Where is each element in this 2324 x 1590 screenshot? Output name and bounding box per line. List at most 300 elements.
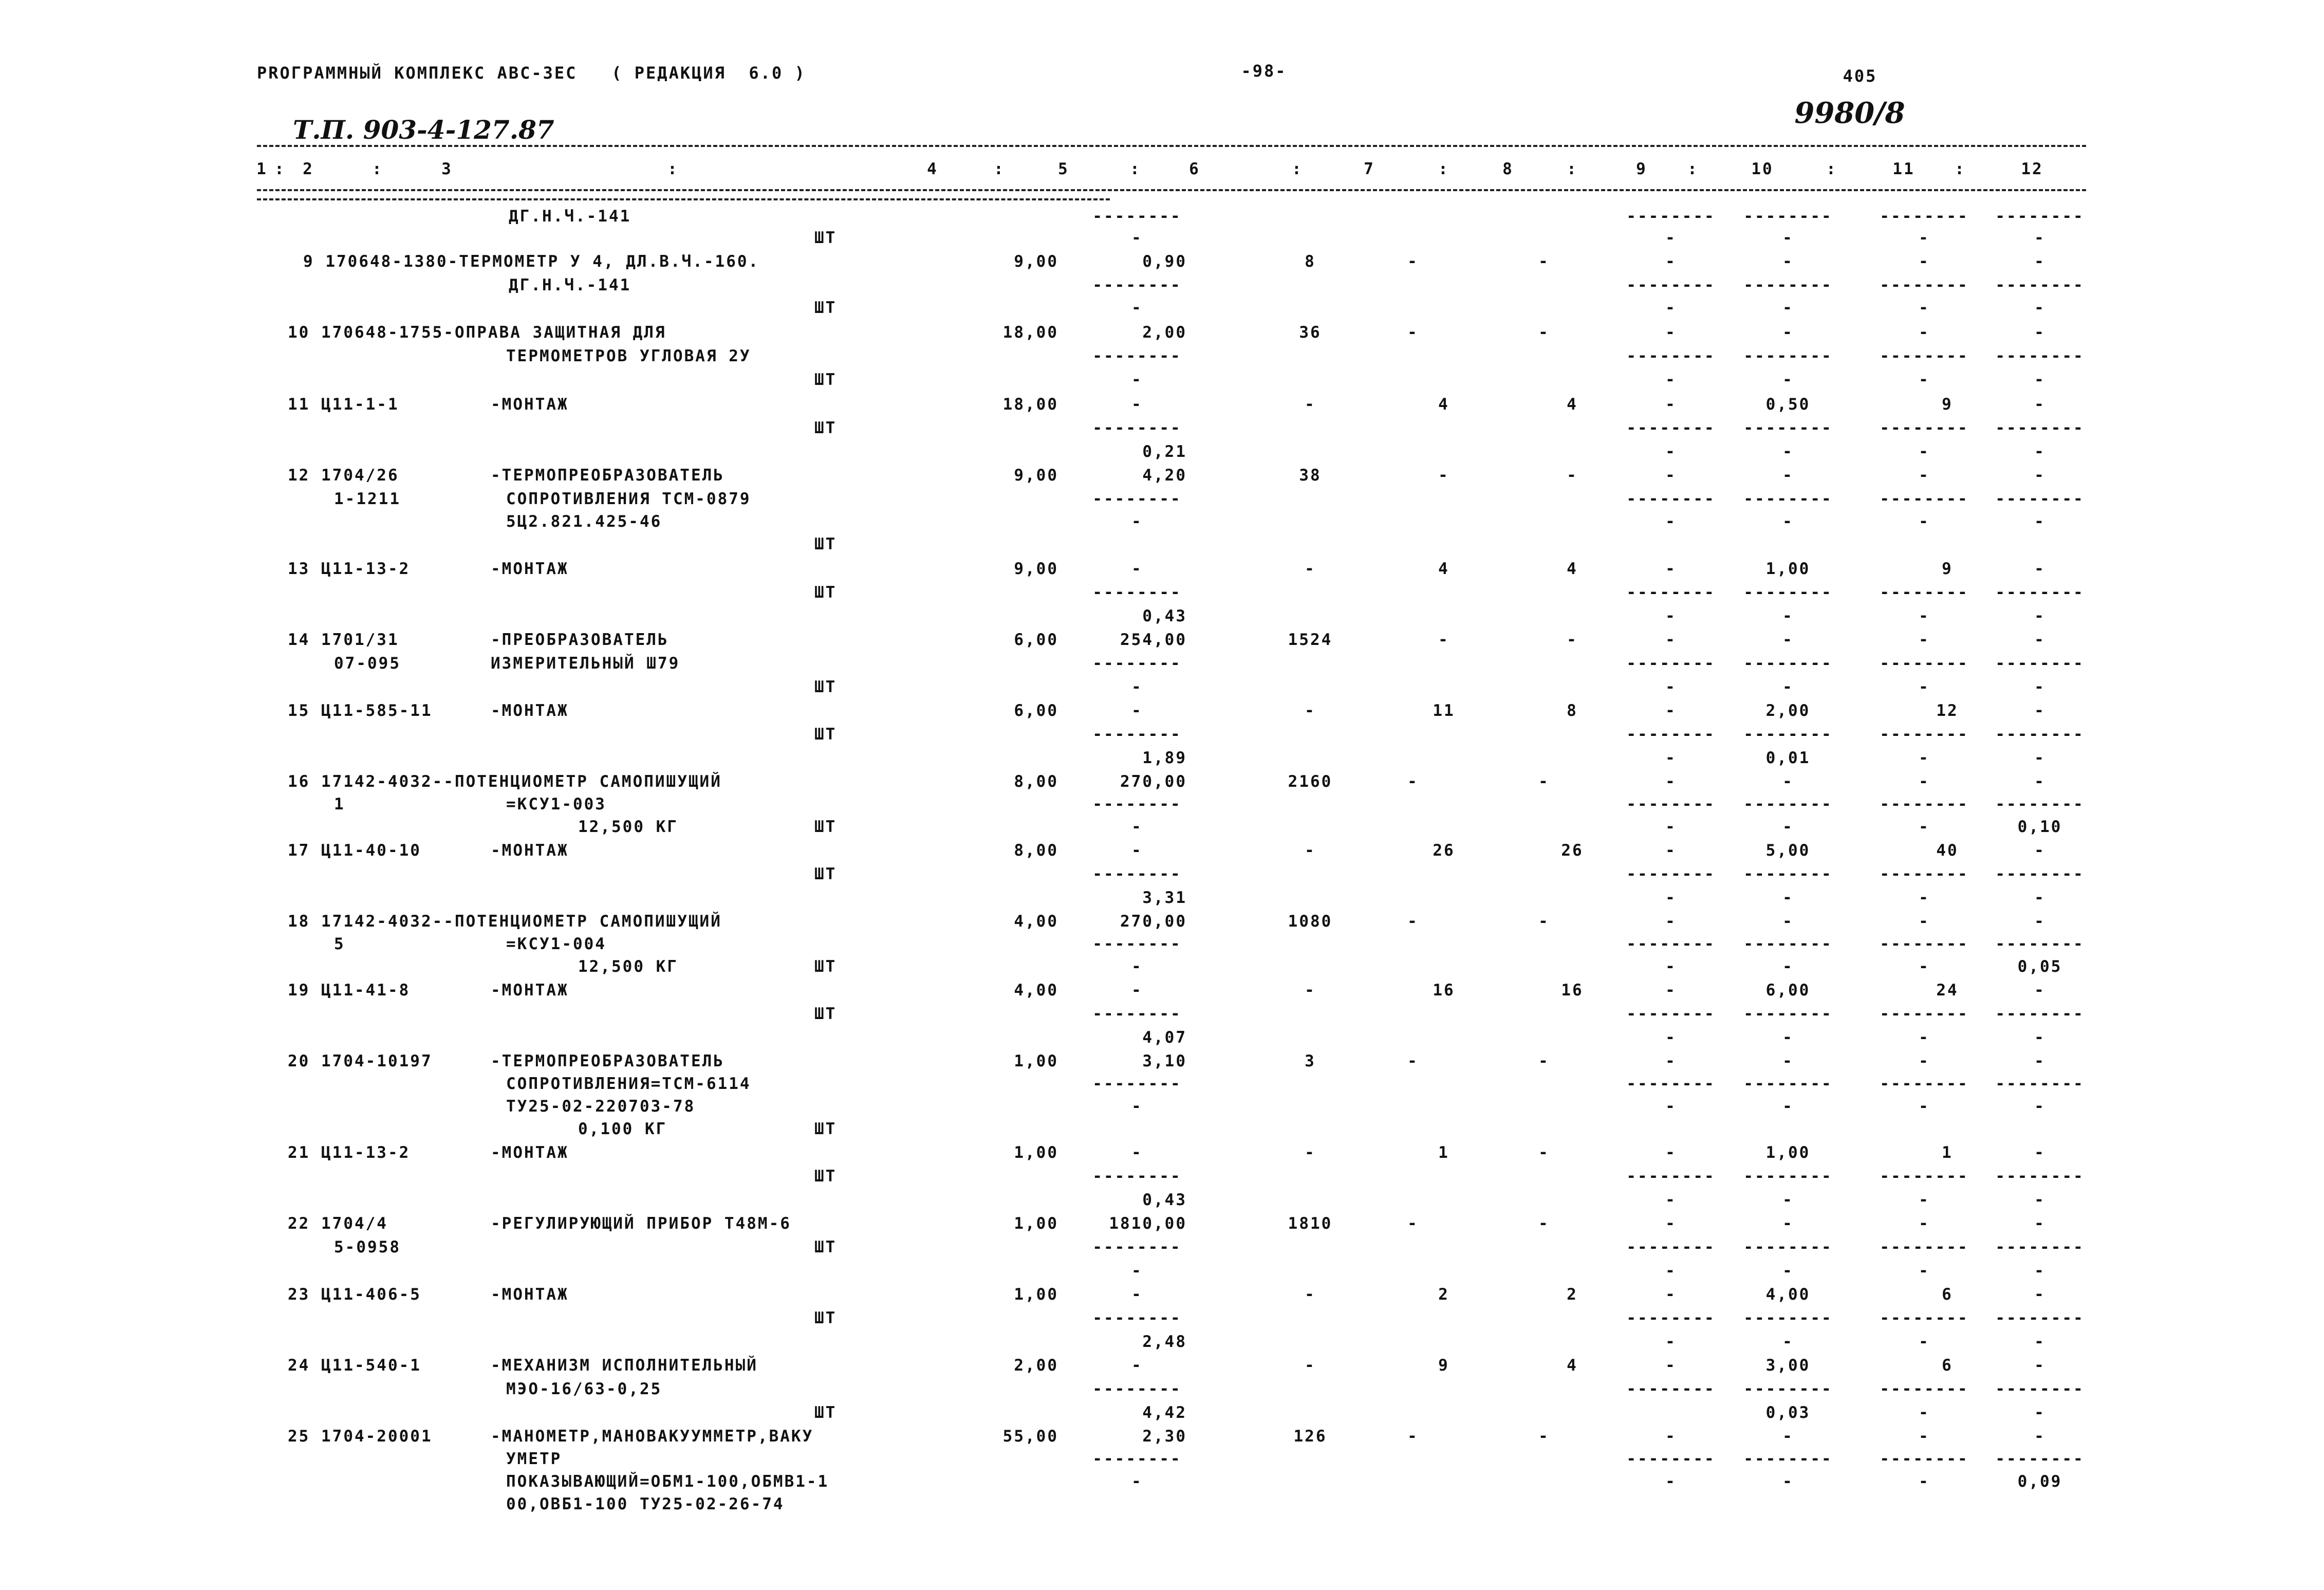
table-cell: 9,00 xyxy=(1014,466,1058,485)
column-header: 4 xyxy=(927,160,938,178)
table-cell: -------- xyxy=(1092,725,1182,744)
table-cell: - xyxy=(2034,1427,2046,1446)
table-cell: - xyxy=(1782,772,1794,791)
table-cell: - xyxy=(1665,1427,1677,1446)
table-cell: - xyxy=(1305,701,1316,720)
table-cell: - xyxy=(1407,1427,1419,1446)
table-cell: -------- xyxy=(1995,490,2085,508)
table-cell: - xyxy=(2034,1097,2046,1116)
table-cell: 2 xyxy=(1438,1285,1449,1304)
table-cell: 4,00 xyxy=(1765,1285,1811,1304)
table-cell: - xyxy=(1919,466,1930,485)
table-cell: - xyxy=(1665,889,1677,907)
table-cell: - xyxy=(1919,371,1930,389)
table-cell: - xyxy=(2034,1285,2046,1304)
table-cell: СОПРОТИВЛЕНИЯ ТСМ-0879 xyxy=(506,490,751,508)
table-cell: - xyxy=(1305,1143,1316,1162)
table-cell: - xyxy=(1665,560,1677,578)
table-cell: -------- xyxy=(1626,935,1716,953)
table-cell: 26 xyxy=(1561,841,1584,860)
table-cell: 4 xyxy=(1438,395,1449,414)
table-cell: 24 xyxy=(1936,981,1959,1000)
table-cell: -------- xyxy=(1092,1309,1182,1327)
table-cell: -------- xyxy=(1995,795,2085,814)
table-cell: - xyxy=(2034,1191,2046,1209)
table-cell: -------- xyxy=(1626,490,1716,508)
table-cell: - xyxy=(1782,466,1794,485)
table-cell: ШТ xyxy=(814,419,837,437)
table-cell: -------- xyxy=(1626,1380,1716,1398)
table-cell: - xyxy=(2034,749,2046,767)
table-cell: 4 xyxy=(1567,395,1578,414)
table-cell: 1,00 xyxy=(1765,560,1811,578)
table-cell: - xyxy=(1782,818,1794,836)
table-cell: - xyxy=(1538,1143,1550,1162)
table-cell: - xyxy=(1538,772,1550,791)
table-cell: 2,00 xyxy=(1142,323,1187,342)
table-cell: ШТ xyxy=(814,1238,837,1256)
table-cell: 23 Ц11-406-5 xyxy=(288,1285,421,1304)
table-cell: - xyxy=(2034,912,2046,931)
table-cell: 0,100 КГ xyxy=(578,1120,667,1138)
table-cell: -МОНТАЖ xyxy=(491,560,569,578)
table-cell: -------- xyxy=(1995,207,2085,226)
table-cell: - xyxy=(1665,323,1677,342)
table-cell: =КСУ1-003 xyxy=(506,795,606,814)
table-cell: -------- xyxy=(1626,865,1716,883)
column-header: 5 xyxy=(1058,160,1069,178)
table-cell: -------- xyxy=(1995,347,2085,365)
table-cell: -------- xyxy=(1995,654,2085,673)
table-cell: - xyxy=(1665,841,1677,860)
table-cell: -------- xyxy=(1880,654,1969,673)
table-cell: -ТЕРМОПРЕОБРАЗОВАТЕЛЬ xyxy=(491,1052,724,1070)
table-cell: -------- xyxy=(1092,1380,1182,1398)
table-cell: - xyxy=(1407,1214,1419,1233)
table-cell: 38 xyxy=(1299,466,1322,485)
table-cell: 1810 xyxy=(1288,1214,1333,1233)
table-cell: -ТЕРМОПРЕОБРАЗОВАТЕЛЬ xyxy=(491,466,724,485)
table-cell: ШТ xyxy=(814,865,837,883)
table-cell: 16 17142-4032--ПОТЕНЦИОМЕТР САМОПИШУЩИЙ xyxy=(288,772,722,791)
table-cell: 26 xyxy=(1433,841,1455,860)
table-cell: -------- xyxy=(1743,1167,1833,1186)
table-cell: - xyxy=(1919,1472,1930,1491)
table-cell: 1,00 xyxy=(1014,1143,1058,1162)
table-cell: - xyxy=(1665,466,1677,485)
table-cell: 1 xyxy=(334,795,345,814)
table-cell: 6,00 xyxy=(1014,701,1058,720)
column-header: : xyxy=(372,160,383,178)
table-cell: - xyxy=(1131,1143,1143,1162)
table-cell: 21 Ц11-13-2 xyxy=(288,1143,411,1162)
table-cell: -------- xyxy=(1995,1450,2085,1468)
table-cell: - xyxy=(2034,981,2046,1000)
table-cell: ТУ25-02-220703-78 xyxy=(506,1097,696,1116)
table-cell: - xyxy=(1919,442,1930,461)
table-cell: - xyxy=(1782,957,1794,976)
table-cell: -------- xyxy=(1995,583,2085,602)
table-cell: -------- xyxy=(1880,1005,1969,1023)
table-cell: - xyxy=(2034,772,2046,791)
table-cell: - xyxy=(1782,1262,1794,1280)
table-cell: 25 1704-20001 xyxy=(288,1427,433,1446)
table-cell: -------- xyxy=(1880,1309,1969,1327)
table-cell: -------- xyxy=(1880,1075,1969,1093)
table-cell: -------- xyxy=(1995,1075,2085,1093)
column-header: : xyxy=(1567,160,1578,178)
table-cell: - xyxy=(1407,252,1419,271)
table-cell: - xyxy=(1665,1097,1677,1116)
table-cell: - xyxy=(1919,252,1930,271)
table-cell: 12 1704/26 xyxy=(288,466,399,485)
table-cell: 6 xyxy=(1942,1356,1953,1375)
table-cell: 20 1704-10197 xyxy=(288,1052,433,1070)
table-cell: - xyxy=(1782,299,1794,317)
table-cell: - xyxy=(1665,1214,1677,1233)
table-cell: - xyxy=(2034,1356,2046,1375)
table-cell: - xyxy=(1919,818,1930,836)
table-cell: -------- xyxy=(1880,490,1969,508)
table-cell: -МЕХАНИЗМ ИСПОЛНИТЕЛЬНЫЙ xyxy=(491,1356,758,1375)
column-header: : xyxy=(1130,160,1141,178)
table-cell: -------- xyxy=(1626,583,1716,602)
table-cell: ШТ xyxy=(814,818,837,836)
table-cell: 24 Ц11-540-1 xyxy=(288,1356,421,1375)
table-cell: -------- xyxy=(1743,1238,1833,1256)
stamp-number: 9980/8 xyxy=(1794,96,1905,130)
table-cell: ШТ xyxy=(814,535,837,553)
table-cell: - xyxy=(1782,678,1794,696)
table-cell: 0,09 xyxy=(2017,1472,2062,1491)
table-cell: -------- xyxy=(1880,935,1969,953)
table-cell: -МОНТАЖ xyxy=(491,395,569,414)
table-cell: - xyxy=(1407,323,1419,342)
table-cell: - xyxy=(2034,889,2046,907)
table-cell: -------- xyxy=(1995,276,2085,294)
table-cell: 11 Ц11-1-1 xyxy=(288,395,399,414)
table-cell: -------- xyxy=(1626,1167,1716,1186)
header-rule-bottom xyxy=(257,189,2086,191)
table-cell: - xyxy=(1665,818,1677,836)
table-cell: - xyxy=(1567,466,1578,485)
column-header: 8 xyxy=(1502,160,1514,178)
table-cell: - xyxy=(1407,912,1419,931)
table-cell: -------- xyxy=(1995,1380,2085,1398)
table-cell: - xyxy=(1131,1472,1143,1491)
table-cell: -------- xyxy=(1880,725,1969,744)
table-cell: -------- xyxy=(1092,419,1182,437)
table-cell: -------- xyxy=(1995,935,2085,953)
table-cell: - xyxy=(1782,1052,1794,1070)
table-cell: 1524 xyxy=(1288,631,1333,649)
table-cell: - xyxy=(1131,371,1143,389)
table-cell: -------- xyxy=(1626,1075,1716,1093)
table-cell: - xyxy=(1305,1285,1316,1304)
table-cell: -------- xyxy=(1092,347,1182,365)
table-cell: -------- xyxy=(1743,1450,1833,1468)
table-cell: - xyxy=(1919,607,1930,625)
table-cell: -------- xyxy=(1880,1167,1969,1186)
table-cell: - xyxy=(1919,1403,1930,1422)
table-cell: 4,00 xyxy=(1014,912,1058,931)
table-cell: ПОКАЗЫВАЮЩИЙ=ОБМ1-100,ОБМВ1-1 xyxy=(506,1472,829,1491)
sheet-number: 405 xyxy=(1843,66,1877,86)
table-cell: - xyxy=(2034,701,2046,720)
table-cell: 2,48 xyxy=(1142,1333,1187,1351)
table-cell: - xyxy=(1919,912,1930,931)
table-cell: -------- xyxy=(1626,1005,1716,1023)
table-cell: -------- xyxy=(1880,1238,1969,1256)
table-cell: ДГ.Н.Ч.-141 xyxy=(509,207,631,226)
table-cell: 3,10 xyxy=(1142,1052,1187,1070)
table-cell: - xyxy=(1665,701,1677,720)
table-cell: - xyxy=(1131,560,1143,578)
table-cell: - xyxy=(1782,1028,1794,1047)
table-cell: УМЕТР xyxy=(506,1450,562,1468)
table-cell: - xyxy=(1305,981,1316,1000)
table-cell: - xyxy=(1665,957,1677,976)
table-cell: - xyxy=(1665,1052,1677,1070)
table-cell: 0,50 xyxy=(1765,395,1811,414)
table-cell: - xyxy=(1665,252,1677,271)
table-cell: - xyxy=(1131,1262,1143,1280)
table-cell: 2160 xyxy=(1288,772,1333,791)
table-cell: -------- xyxy=(1743,276,1833,294)
table-cell: ШТ xyxy=(814,229,837,247)
table-cell: - xyxy=(1305,1356,1316,1375)
table-cell: 8 xyxy=(1567,701,1578,720)
table-cell: - xyxy=(2034,299,2046,317)
table-cell: -------- xyxy=(1743,1309,1833,1327)
table-cell: 18 17142-4032--ПОТЕНЦИОМЕТР САМОПИШУЩИЙ xyxy=(288,912,722,931)
table-cell: - xyxy=(2034,1052,2046,1070)
table-cell: 270,00 xyxy=(1120,912,1187,931)
table-cell: -------- xyxy=(1626,347,1716,365)
table-cell: - xyxy=(2034,323,2046,342)
table-cell: - xyxy=(1782,1333,1794,1351)
header-rule-top xyxy=(257,145,2086,147)
column-header: : xyxy=(1687,160,1699,178)
table-cell: 8,00 xyxy=(1014,841,1058,860)
table-cell: - xyxy=(2034,395,2046,414)
table-cell: - xyxy=(1919,1427,1930,1446)
table-cell: -------- xyxy=(1880,1380,1969,1398)
table-cell: -------- xyxy=(1995,1238,2085,1256)
table-cell: - xyxy=(1665,607,1677,625)
table-cell: - xyxy=(1919,1214,1930,1233)
table-cell: 9,00 xyxy=(1014,252,1058,271)
table-cell: 9 170648-1380-ТЕРМОМЕТР У 4, ДЛ.В.Ч.-160. xyxy=(303,252,760,271)
table-cell: ШТ xyxy=(814,725,837,744)
table-cell: 10 170648-1755-ОПРАВА ЗАЩИТНАЯ ДЛЯ xyxy=(288,323,666,342)
header-rule-under-3 xyxy=(257,198,1110,200)
table-cell: - xyxy=(1782,371,1794,389)
table-cell: 22 1704/4 xyxy=(288,1214,388,1233)
column-header: 10 xyxy=(1751,160,1774,178)
table-cell: 1,00 xyxy=(1014,1285,1058,1304)
table-cell: - xyxy=(1782,442,1794,461)
table-cell: -------- xyxy=(1092,865,1182,883)
table-cell: 254,00 xyxy=(1120,631,1187,649)
table-cell: - xyxy=(1305,560,1316,578)
table-cell: - xyxy=(1919,1028,1930,1047)
table-cell: -------- xyxy=(1995,725,2085,744)
table-cell: - xyxy=(1131,512,1143,531)
table-cell: - xyxy=(1131,701,1143,720)
table-cell: - xyxy=(1919,1052,1930,1070)
table-cell: 07-095 xyxy=(334,654,401,673)
table-cell: -------- xyxy=(1995,419,2085,437)
table-cell: 0,43 xyxy=(1142,1191,1187,1209)
table-cell: - xyxy=(1538,252,1550,271)
table-cell: - xyxy=(1665,371,1677,389)
table-cell: -------- xyxy=(1626,1238,1716,1256)
table-cell: 4,00 xyxy=(1014,981,1058,1000)
table-cell: 13 Ц11-13-2 xyxy=(288,560,411,578)
table-cell: - xyxy=(1782,912,1794,931)
table-cell: -------- xyxy=(1092,207,1182,226)
table-cell: - xyxy=(2034,1028,2046,1047)
table-cell: - xyxy=(1665,631,1677,649)
table-cell: -------- xyxy=(1743,1075,1833,1093)
table-cell: -------- xyxy=(1995,1167,2085,1186)
table-cell: 3 xyxy=(1305,1052,1316,1070)
table-cell: - xyxy=(2034,252,2046,271)
table-cell: 8 xyxy=(1305,252,1316,271)
table-cell: - xyxy=(1538,912,1550,931)
table-cell: 18,00 xyxy=(1002,395,1058,414)
table-cell: - xyxy=(2034,841,2046,860)
table-cell: 9 xyxy=(1942,395,1953,414)
table-cell: -------- xyxy=(1743,1380,1833,1398)
table-cell: -------- xyxy=(1626,1309,1716,1327)
column-header: : xyxy=(274,160,286,178)
table-cell: МЭО-16/63-0,25 xyxy=(506,1380,662,1398)
table-cell: - xyxy=(1919,631,1930,649)
table-cell: 5,00 xyxy=(1765,841,1811,860)
table-cell: ШТ xyxy=(814,957,837,976)
table-cell: - xyxy=(1919,1191,1930,1209)
table-cell: -------- xyxy=(1626,1450,1716,1468)
table-cell: 5Ц2.821.425-46 xyxy=(506,512,662,531)
table-cell: ШТ xyxy=(814,1403,837,1422)
table-cell: 9 xyxy=(1438,1356,1449,1375)
table-cell: 0,05 xyxy=(2017,957,2062,976)
table-cell: -------- xyxy=(1743,865,1833,883)
table-cell: - xyxy=(2034,560,2046,578)
table-cell: -------- xyxy=(1092,654,1182,673)
table-cell: 6,00 xyxy=(1014,631,1058,649)
table-cell: -------- xyxy=(1743,1005,1833,1023)
table-cell: 11 xyxy=(1433,701,1455,720)
table-cell: - xyxy=(1438,466,1449,485)
table-cell: 16 xyxy=(1433,981,1455,1000)
table-cell: - xyxy=(1407,772,1419,791)
table-cell: -------- xyxy=(1743,207,1833,226)
table-cell: - xyxy=(1782,607,1794,625)
table-cell: - xyxy=(1782,1214,1794,1233)
table-cell: -------- xyxy=(1626,654,1716,673)
table-cell: - xyxy=(2034,229,2046,247)
table-cell: - xyxy=(1665,1356,1677,1375)
table-cell: - xyxy=(1919,889,1930,907)
table-cell: -------- xyxy=(1092,490,1182,508)
table-cell: 19 Ц11-41-8 xyxy=(288,981,411,1000)
table-cell: -------- xyxy=(1743,347,1833,365)
table-cell: 2,00 xyxy=(1765,701,1811,720)
table-cell: -------- xyxy=(1092,1450,1182,1468)
project-code: Т.П. 903-4-127.87 xyxy=(293,115,554,145)
column-header: 11 xyxy=(1892,160,1915,178)
table-cell: 126 xyxy=(1293,1427,1327,1446)
table-cell: - xyxy=(1407,1052,1419,1070)
table-cell: -МОНТАЖ xyxy=(491,841,569,860)
table-cell: -------- xyxy=(1880,207,1969,226)
table-cell: 1,00 xyxy=(1765,1143,1811,1162)
table-cell: ИЗМЕРИТЕЛЬНЫЙ Ш79 xyxy=(491,654,680,673)
table-cell: 3,31 xyxy=(1142,889,1187,907)
table-cell: ДГ.Н.Ч.-141 xyxy=(509,276,631,294)
table-cell: =КСУ1-004 xyxy=(506,935,606,953)
table-cell: 2,30 xyxy=(1142,1427,1187,1446)
table-cell: - xyxy=(1305,395,1316,414)
table-cell: СОПРОТИВЛЕНИЯ=ТСМ-6114 xyxy=(506,1075,751,1093)
table-cell: - xyxy=(1538,323,1550,342)
table-cell: - xyxy=(1919,323,1930,342)
table-cell: - xyxy=(2034,607,2046,625)
table-cell: 9,00 xyxy=(1014,560,1058,578)
table-cell: 15 Ц11-585-11 xyxy=(288,701,433,720)
table-cell: - xyxy=(1919,1333,1930,1351)
table-cell: ШТ xyxy=(814,1005,837,1023)
table-cell: - xyxy=(1567,631,1578,649)
table-cell: - xyxy=(1782,1472,1794,1491)
table-cell: -------- xyxy=(1626,419,1716,437)
table-cell: - xyxy=(1919,749,1930,767)
table-cell: ШТ xyxy=(814,1120,837,1138)
table-cell: 3,00 xyxy=(1765,1356,1811,1375)
table-cell: 17 Ц11-40-10 xyxy=(288,841,421,860)
table-cell: -МОНТАЖ xyxy=(491,981,569,1000)
table-cell: - xyxy=(1782,252,1794,271)
table-cell: - xyxy=(1665,749,1677,767)
table-cell: - xyxy=(2034,1214,2046,1233)
table-cell: 0,21 xyxy=(1142,442,1187,461)
table-cell: 0,10 xyxy=(2017,818,2062,836)
table-cell: 1-1211 xyxy=(334,490,401,508)
table-cell: - xyxy=(1665,512,1677,531)
column-header: : xyxy=(1292,160,1303,178)
table-cell: - xyxy=(1665,442,1677,461)
table-cell: 1,00 xyxy=(1014,1214,1058,1233)
table-cell: - xyxy=(1665,1143,1677,1162)
table-cell: - xyxy=(1919,772,1930,791)
table-cell: - xyxy=(1665,1028,1677,1047)
table-cell: -------- xyxy=(1880,347,1969,365)
table-cell: -------- xyxy=(1995,865,2085,883)
column-header: 1 xyxy=(256,160,268,178)
table-cell: -------- xyxy=(1092,583,1182,602)
table-cell: -------- xyxy=(1743,490,1833,508)
table-cell: - xyxy=(1782,229,1794,247)
column-header: : xyxy=(994,160,1005,178)
table-cell: - xyxy=(1919,957,1930,976)
column-header: 3 xyxy=(441,160,453,178)
table-cell: - xyxy=(1665,299,1677,317)
table-cell: ШТ xyxy=(814,299,837,317)
table-cell: -------- xyxy=(1092,795,1182,814)
